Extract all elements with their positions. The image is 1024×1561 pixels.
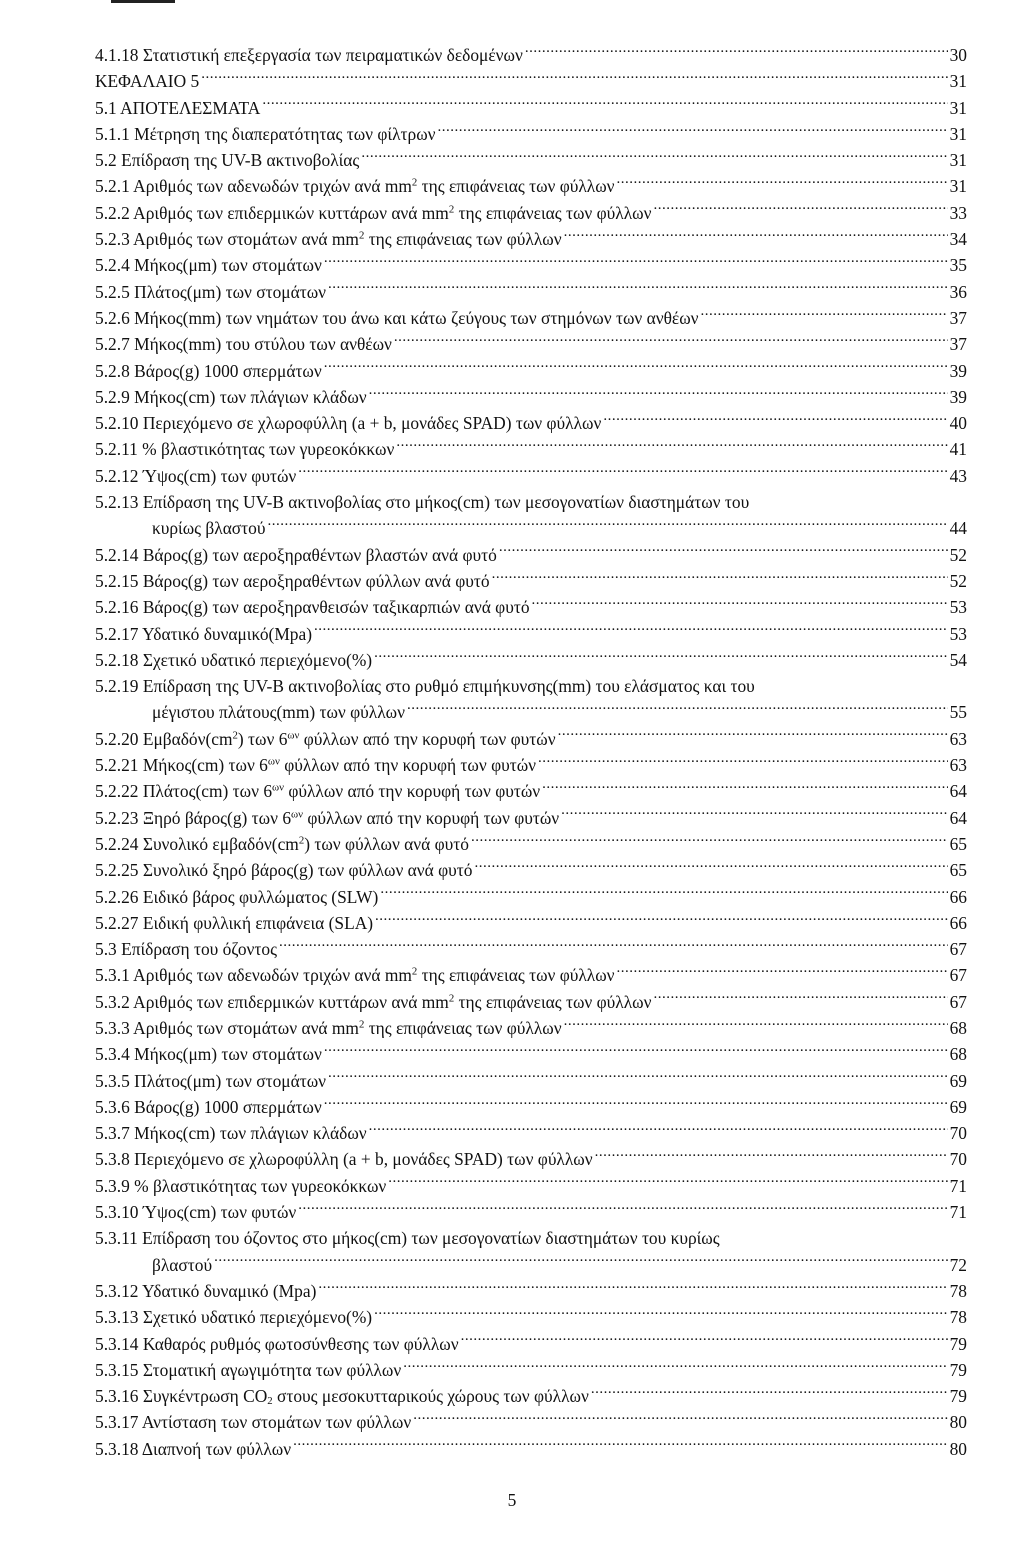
toc-entry-title	[95, 805, 559, 831]
dot-leader	[298, 464, 947, 481]
dot-leader	[394, 333, 948, 350]
toc-entry	[95, 857, 967, 883]
toc-entry	[95, 726, 967, 752]
dot-leader	[591, 1385, 948, 1402]
toc-entry-title: 5.2.18 Σχετικό υδατικό περιεχόμενο(%)	[95, 649, 373, 670]
dot-leader	[603, 412, 947, 429]
toc-title-part: 5.3.1 Αριθμός των αδενωδών τριχών ανά mm	[95, 965, 412, 986]
toc-entry-title: 5.3.12 Υδατικό δυναμικό (Mpa)	[95, 1280, 317, 1301]
toc-entry-title	[95, 831, 469, 857]
toc-entry	[95, 647, 967, 673]
toc-entry	[95, 358, 967, 384]
toc-entry	[95, 831, 967, 857]
toc-entry-title: ΚΕΦΑΛΑΙΟ 5	[95, 71, 200, 92]
toc-page-number: 64	[949, 807, 967, 828]
superscript: 2	[411, 177, 418, 190]
dot-leader	[595, 1148, 948, 1165]
toc-entry-title	[95, 1383, 589, 1409]
toc-title-part: στους μεσοκυτταρικούς χώρους των φύλλων	[272, 1386, 589, 1407]
toc-entry	[95, 1068, 967, 1094]
toc-entry-title: 5.2.15 Βάρος(g) των αεροξηραθέντων φύλλων ανά φυτό	[95, 570, 490, 591]
superscript: 2	[411, 965, 418, 978]
toc-entry-title	[95, 778, 540, 804]
toc-title-part: της επιφάνειας των φύλλων	[417, 176, 615, 197]
toc-entry-title: 5.2.19 Επίδραση της UV-B ακτινοβολίας στο ρυθμό επιμήκυνσης(mm) του ελάσματος και του	[95, 676, 755, 697]
toc-page-number: 39	[949, 386, 967, 407]
toc-title-part: 5.2.22 Πλάτος(cm) των 6	[95, 781, 273, 802]
dot-leader	[318, 1280, 947, 1297]
toc-entry-title: 5.2.12 Ύψος(cm) των φυτών	[95, 465, 297, 486]
toc-entry-title: 5.2.17 Υδατικό δυναμικό(Mpa)	[95, 623, 313, 644]
dot-leader	[542, 780, 947, 797]
toc-entry-title: 5.3.5 Πλάτος(μm) των στομάτων	[95, 1070, 327, 1091]
dot-leader	[369, 1122, 948, 1139]
toc-entry	[95, 1120, 967, 1146]
toc-entry	[95, 436, 967, 462]
toc-entry	[95, 884, 967, 910]
dot-leader	[525, 44, 948, 61]
toc-entry-title: 5.3 Επίδραση του όζοντος	[95, 939, 277, 960]
dot-leader	[324, 359, 948, 376]
toc-entry-title: 5.3.8 Περιεχόμενο σε χλωροφύλλη (a + b, μονάδες SPAD) των φύλλων	[95, 1149, 593, 1170]
toc-page-number: 79	[949, 1333, 967, 1354]
toc-entry-title: 5.1 ΑΠΟΤΕΛΕΣΜΑΤΑ	[95, 97, 261, 118]
toc-entry-title: 5.2.25 Συνολικό ξηρό βάρος(g) των φύλλων ανά φυτό	[95, 860, 473, 881]
toc-page-number: 52	[949, 544, 967, 565]
toc-page-number: 31	[949, 150, 967, 171]
toc-entry-title: 5.3.15 Στοματική αγωγιμότητα των φύλλων	[95, 1359, 402, 1380]
toc-title-part: 5.2.3 Αριθμός των στομάτων ανά mm	[95, 229, 359, 250]
toc-entry	[95, 778, 967, 804]
superscript: 2	[448, 203, 455, 216]
toc-entry-title: 5.3.18 Διαπνοή των φύλλων	[95, 1438, 292, 1459]
toc-page-number: 79	[949, 1359, 967, 1380]
dot-leader	[328, 280, 948, 297]
dot-leader	[653, 201, 947, 218]
dot-leader	[324, 1095, 948, 1112]
toc-entry-title: 5.1.1 Μέτρηση της διαπερατότητας των φίλτρων	[95, 123, 436, 144]
toc-page-number: 64	[949, 781, 967, 802]
toc-page-number: 80	[949, 1438, 967, 1459]
toc-title-part: της επιφάνειας των φύλλων	[454, 202, 652, 223]
toc-entry	[95, 252, 967, 278]
toc-entry	[95, 279, 967, 305]
toc-entry	[95, 305, 967, 331]
toc-entry-title: 5.2.13 Επίδραση της UV-B ακτινοβολίας στο μήκος(cm) των μεσογονατίων διαστημάτων του	[95, 492, 750, 513]
dot-leader	[374, 1306, 948, 1323]
superscript: ων	[267, 755, 280, 768]
superscript: 2	[232, 729, 238, 742]
toc-page-number: 39	[949, 360, 967, 381]
toc-entry-title: 5.2 Επίδραση της UV-B ακτινοβολίας	[95, 150, 360, 171]
toc-page-number: 65	[949, 833, 967, 854]
toc-title-part: 5.2.20 Εμβαδόν(cm	[95, 728, 233, 749]
toc-title-part: 5.3.3 Αριθμός των στομάτων ανά mm	[95, 1017, 359, 1038]
toc-entry-title	[95, 752, 536, 778]
toc-entry	[95, 962, 967, 988]
toc-entry	[95, 1041, 967, 1067]
dot-leader	[538, 754, 948, 771]
dot-leader	[369, 385, 948, 402]
toc-entry	[95, 1409, 967, 1435]
superscript: 2	[358, 229, 365, 242]
toc-entry-title	[95, 726, 556, 752]
toc-entry-continuation	[95, 515, 967, 541]
toc-entry	[95, 1331, 967, 1357]
toc-entry-title	[95, 962, 615, 988]
dot-leader	[201, 70, 947, 87]
toc-entry	[95, 673, 967, 699]
toc-entry-title: κυρίως βλαστού	[152, 518, 266, 539]
toc-title-part: της επιφάνειας των φύλλων	[364, 1017, 562, 1038]
toc-entry	[95, 910, 967, 936]
dot-leader	[279, 938, 948, 955]
dot-leader	[407, 701, 948, 718]
toc-title-part: φύλλων από την κορυφή των φυτών	[279, 755, 537, 776]
toc-entry	[95, 989, 967, 1015]
toc-entry-title: 5.2.5 Πλάτος(μm) των στομάτων	[95, 281, 327, 302]
toc-title-part: φύλλων από την κορυφή των φυτών	[299, 728, 556, 749]
toc-entry-title: 5.3.13 Σχετικό υδατικό περιεχόμενο(%)	[95, 1307, 373, 1328]
toc-page-number: 41	[949, 439, 967, 460]
toc-entry	[95, 1436, 967, 1462]
toc-entry-title: 5.2.10 Περιεχόμενο σε χλωροφύλλη (a + b, μονάδες SPAD) των φύλλων	[95, 413, 602, 434]
dot-leader	[564, 1017, 948, 1034]
toc-entry-title: 5.3.6 Βάρος(g) 1000 σπερμάτων	[95, 1096, 322, 1117]
toc-page-number: 30	[949, 45, 967, 65]
toc-entry-continuation	[95, 1252, 967, 1278]
toc-entry	[95, 121, 967, 147]
toc-entry-title: βλαστού	[152, 1254, 213, 1275]
dot-leader	[438, 123, 948, 140]
toc-entry-title: 5.3.11 Επίδραση του όζοντος στο μήκος(cm) των μεσογονατίων διαστημάτων του κυρίως	[95, 1228, 720, 1249]
toc-entry-title: 5.2.8 Βάρος(g) 1000 σπερμάτων	[95, 360, 322, 381]
superscript: ων	[291, 808, 303, 821]
toc-entry-title: 5.2.16 Βάρος(g) των αεροξηρανθεισών ταξικαρπιών ανά φυτό	[95, 597, 530, 618]
toc-entry-title: 5.3.9 % βλαστικότητας των γυρεοκόκκων	[95, 1175, 387, 1196]
toc-page-number: 36	[949, 281, 967, 302]
toc-entry-title: μέγιστου πλάτους(mm) των φύλλων	[152, 702, 405, 723]
toc-entry	[95, 752, 967, 778]
toc-entry	[95, 1199, 967, 1225]
toc-page-number: 31	[949, 97, 967, 118]
toc-page-number: 66	[949, 886, 967, 907]
toc-entry	[95, 42, 967, 68]
toc-entry	[95, 95, 967, 121]
dot-leader	[361, 149, 947, 166]
toc-entry-title	[95, 173, 615, 199]
dot-leader	[314, 622, 948, 639]
toc-page-number: 31	[949, 176, 967, 197]
toc-entry	[95, 568, 967, 594]
dot-leader	[262, 96, 947, 113]
toc-title-part: της επιφάνειας των φύλλων	[364, 229, 562, 250]
dot-leader	[617, 175, 948, 192]
dot-leader	[298, 1201, 947, 1218]
toc-entry-title: 5.3.14 Καθαρός ρυθμός φωτοσύνθεσης των φύλλων	[95, 1333, 459, 1354]
toc-title-part: της επιφάνειας των φύλλων	[454, 991, 652, 1012]
top-rule	[111, 0, 175, 3]
dot-leader	[499, 543, 948, 560]
toc-entry	[95, 542, 967, 568]
dot-leader	[471, 833, 948, 850]
dot-leader	[388, 1174, 947, 1191]
toc-title-part: 5.2.23 Ξηρό βάρος(g) των 6	[95, 807, 292, 828]
toc-entry	[95, 200, 967, 226]
toc-entry	[95, 1094, 967, 1120]
superscript: 2	[358, 1018, 365, 1031]
toc-page-number: 71	[949, 1175, 967, 1196]
dot-leader	[564, 228, 948, 245]
dot-leader	[293, 1437, 948, 1454]
toc-entry	[95, 594, 967, 620]
superscript: ων	[272, 781, 284, 794]
toc-entry-title: 5.2.27 Ειδική φυλλική επιφάνεια (SLA)	[95, 912, 374, 933]
toc-page-number: 40	[949, 413, 967, 434]
toc-page-number: 44	[949, 518, 967, 539]
toc-title-part: 5.3.2 Αριθμός των επιδερμικών κυττάρων ανά mm	[95, 991, 449, 1012]
toc-page-number: 70	[949, 1149, 967, 1170]
dot-leader	[324, 1043, 948, 1060]
toc-entry-title: 5.2.14 Βάρος(g) των αεροξηραθέντων βλαστών ανά φυτό	[95, 544, 497, 565]
toc-entry-continuation	[95, 699, 967, 725]
dot-leader	[474, 859, 947, 876]
dot-leader	[492, 570, 948, 587]
toc-page-number: 52	[949, 570, 967, 591]
toc-title-part: 5.3.16 Συγκέντρωση CO	[95, 1386, 268, 1407]
toc-page-number: 31	[949, 123, 967, 144]
dot-leader	[328, 1069, 948, 1086]
superscript: ων	[287, 729, 300, 742]
toc-entry	[95, 410, 967, 436]
toc-entry-title: 5.2.26 Ειδικό βάρος φυλλώματος (SLW)	[95, 886, 379, 907]
dot-leader	[396, 438, 947, 455]
dot-leader	[214, 1253, 948, 1270]
toc-entry	[95, 1278, 967, 1304]
toc-entry	[95, 936, 967, 962]
page-number: 5	[507, 1490, 517, 1510]
toc-title-part: ) των 6	[237, 728, 288, 749]
toc-page-number: 54	[949, 649, 967, 670]
dot-leader	[461, 1332, 948, 1349]
dot-leader	[561, 806, 947, 823]
toc-page-number: 35	[949, 255, 967, 276]
toc-entry-title: 4.1.18 Στατιστική επεξεργασία των πειραματικών δεδομένων	[95, 45, 523, 65]
toc-entry	[95, 147, 967, 173]
toc-entry	[95, 1383, 967, 1409]
toc-page-number: 53	[949, 623, 967, 644]
toc-entry	[95, 621, 967, 647]
superscript: 2	[298, 834, 305, 847]
dot-leader	[374, 648, 948, 665]
toc-entry	[95, 463, 967, 489]
toc-title-part: ) των φύλλων ανά φυτό	[304, 833, 469, 854]
toc-page-number: 78	[949, 1307, 967, 1328]
toc-page-number: 79	[949, 1386, 967, 1407]
dot-leader	[413, 1411, 947, 1428]
toc-page-number: 43	[949, 465, 967, 486]
toc-entry	[95, 384, 967, 410]
toc-title-part: φύλλων από την κορυφή των φυτών	[283, 781, 541, 802]
toc-page-number: 65	[949, 860, 967, 881]
toc-entry	[95, 1225, 967, 1251]
toc-entry-title: 5.3.7 Μήκος(cm) των πλάγιων κλάδων	[95, 1123, 367, 1144]
toc-entry	[95, 173, 967, 199]
dot-leader	[403, 1358, 947, 1375]
toc-page-number: 67	[949, 965, 967, 986]
toc-entry-title: 5.3.17 Αντίσταση των στομάτων των φύλλων	[95, 1412, 412, 1433]
dot-leader	[324, 254, 948, 271]
toc-page-number: 33	[949, 202, 967, 223]
toc-entry	[95, 1304, 967, 1330]
toc-entry-title	[95, 989, 651, 1015]
toc-entry	[95, 1015, 967, 1041]
dot-leader	[653, 990, 947, 1007]
toc-page-number: 69	[949, 1096, 967, 1117]
toc-entry	[95, 1357, 967, 1383]
toc-entry-title	[95, 200, 651, 226]
toc-entry-title: 5.3.10 Ύψος(cm) των φυτών	[95, 1202, 297, 1223]
toc-entry	[95, 1173, 967, 1199]
dot-leader	[375, 911, 948, 928]
dot-leader	[617, 964, 948, 981]
toc-page-number: 37	[949, 334, 967, 355]
dot-leader	[558, 727, 948, 744]
toc-page-number: 80	[949, 1412, 967, 1433]
toc-page-number: 67	[949, 939, 967, 960]
toc-entry-title	[95, 1015, 562, 1041]
subscript: 2	[267, 1395, 273, 1408]
toc-page-number: 72	[949, 1254, 967, 1275]
toc-page-number: 70	[949, 1123, 967, 1144]
superscript: 2	[448, 992, 455, 1005]
toc-page-number: 68	[949, 1017, 967, 1038]
toc-entry-title: 5.2.6 Μήκος(mm) των νημάτων του άνω και κάτω ζεύγους των στημόνων των ανθέων	[95, 307, 699, 328]
toc-entry	[95, 331, 967, 357]
toc-page-number: 34	[949, 229, 967, 250]
toc-page-number: 71	[949, 1202, 967, 1223]
toc-page-number: 68	[949, 1044, 967, 1065]
dot-leader	[532, 596, 948, 613]
toc-page-number: 67	[949, 991, 967, 1012]
dot-leader	[267, 517, 947, 534]
toc-entry-title: 5.2.4 Μήκος(μm) των στομάτων	[95, 255, 322, 276]
toc-title-part: 5.2.1 Αριθμός των αδενωδών τριχών ανά mm	[95, 176, 412, 197]
toc-entry	[95, 226, 967, 252]
table-of-contents	[95, 42, 967, 1462]
toc-entry-title: 5.2.11 % βλαστικότητας των γυρεοκόκκων	[95, 439, 395, 460]
toc-page-number: 63	[949, 755, 967, 776]
toc-page-number: 53	[949, 597, 967, 618]
dot-leader	[701, 307, 948, 324]
toc-entry-title: 5.2.9 Μήκος(cm) των πλάγιων κλάδων	[95, 386, 367, 407]
toc-title-part: της επιφάνειας των φύλλων	[417, 965, 615, 986]
toc-page-number: 31	[949, 71, 967, 92]
toc-page-number: 63	[949, 728, 967, 749]
toc-title-part: φύλλων από την κορυφή των φυτών	[302, 807, 560, 828]
toc-entry-title: 5.3.4 Μήκος(μm) των στομάτων	[95, 1044, 322, 1065]
toc-entry	[95, 489, 967, 515]
toc-page-number: 55	[949, 702, 967, 723]
toc-entry-title	[95, 226, 562, 252]
toc-entry	[95, 1146, 967, 1172]
toc-title-part: 5.2.24 Συνολικό εμβαδόν(cm	[95, 833, 299, 854]
toc-title-part: 5.2.21 Μήκος(cm) των 6	[95, 755, 268, 776]
toc-page-number: 69	[949, 1070, 967, 1091]
toc-entry-title: 5.2.7 Μήκος(mm) του στύλου των ανθέων	[95, 334, 392, 355]
toc-entry	[95, 68, 967, 94]
toc-entry	[95, 805, 967, 831]
toc-page-number: 37	[949, 307, 967, 328]
toc-page-number: 78	[949, 1280, 967, 1301]
dot-leader	[380, 885, 947, 902]
toc-page-number: 66	[949, 912, 967, 933]
toc-title-part: 5.2.2 Αριθμός των επιδερμικών κυττάρων ανά mm	[95, 202, 449, 223]
